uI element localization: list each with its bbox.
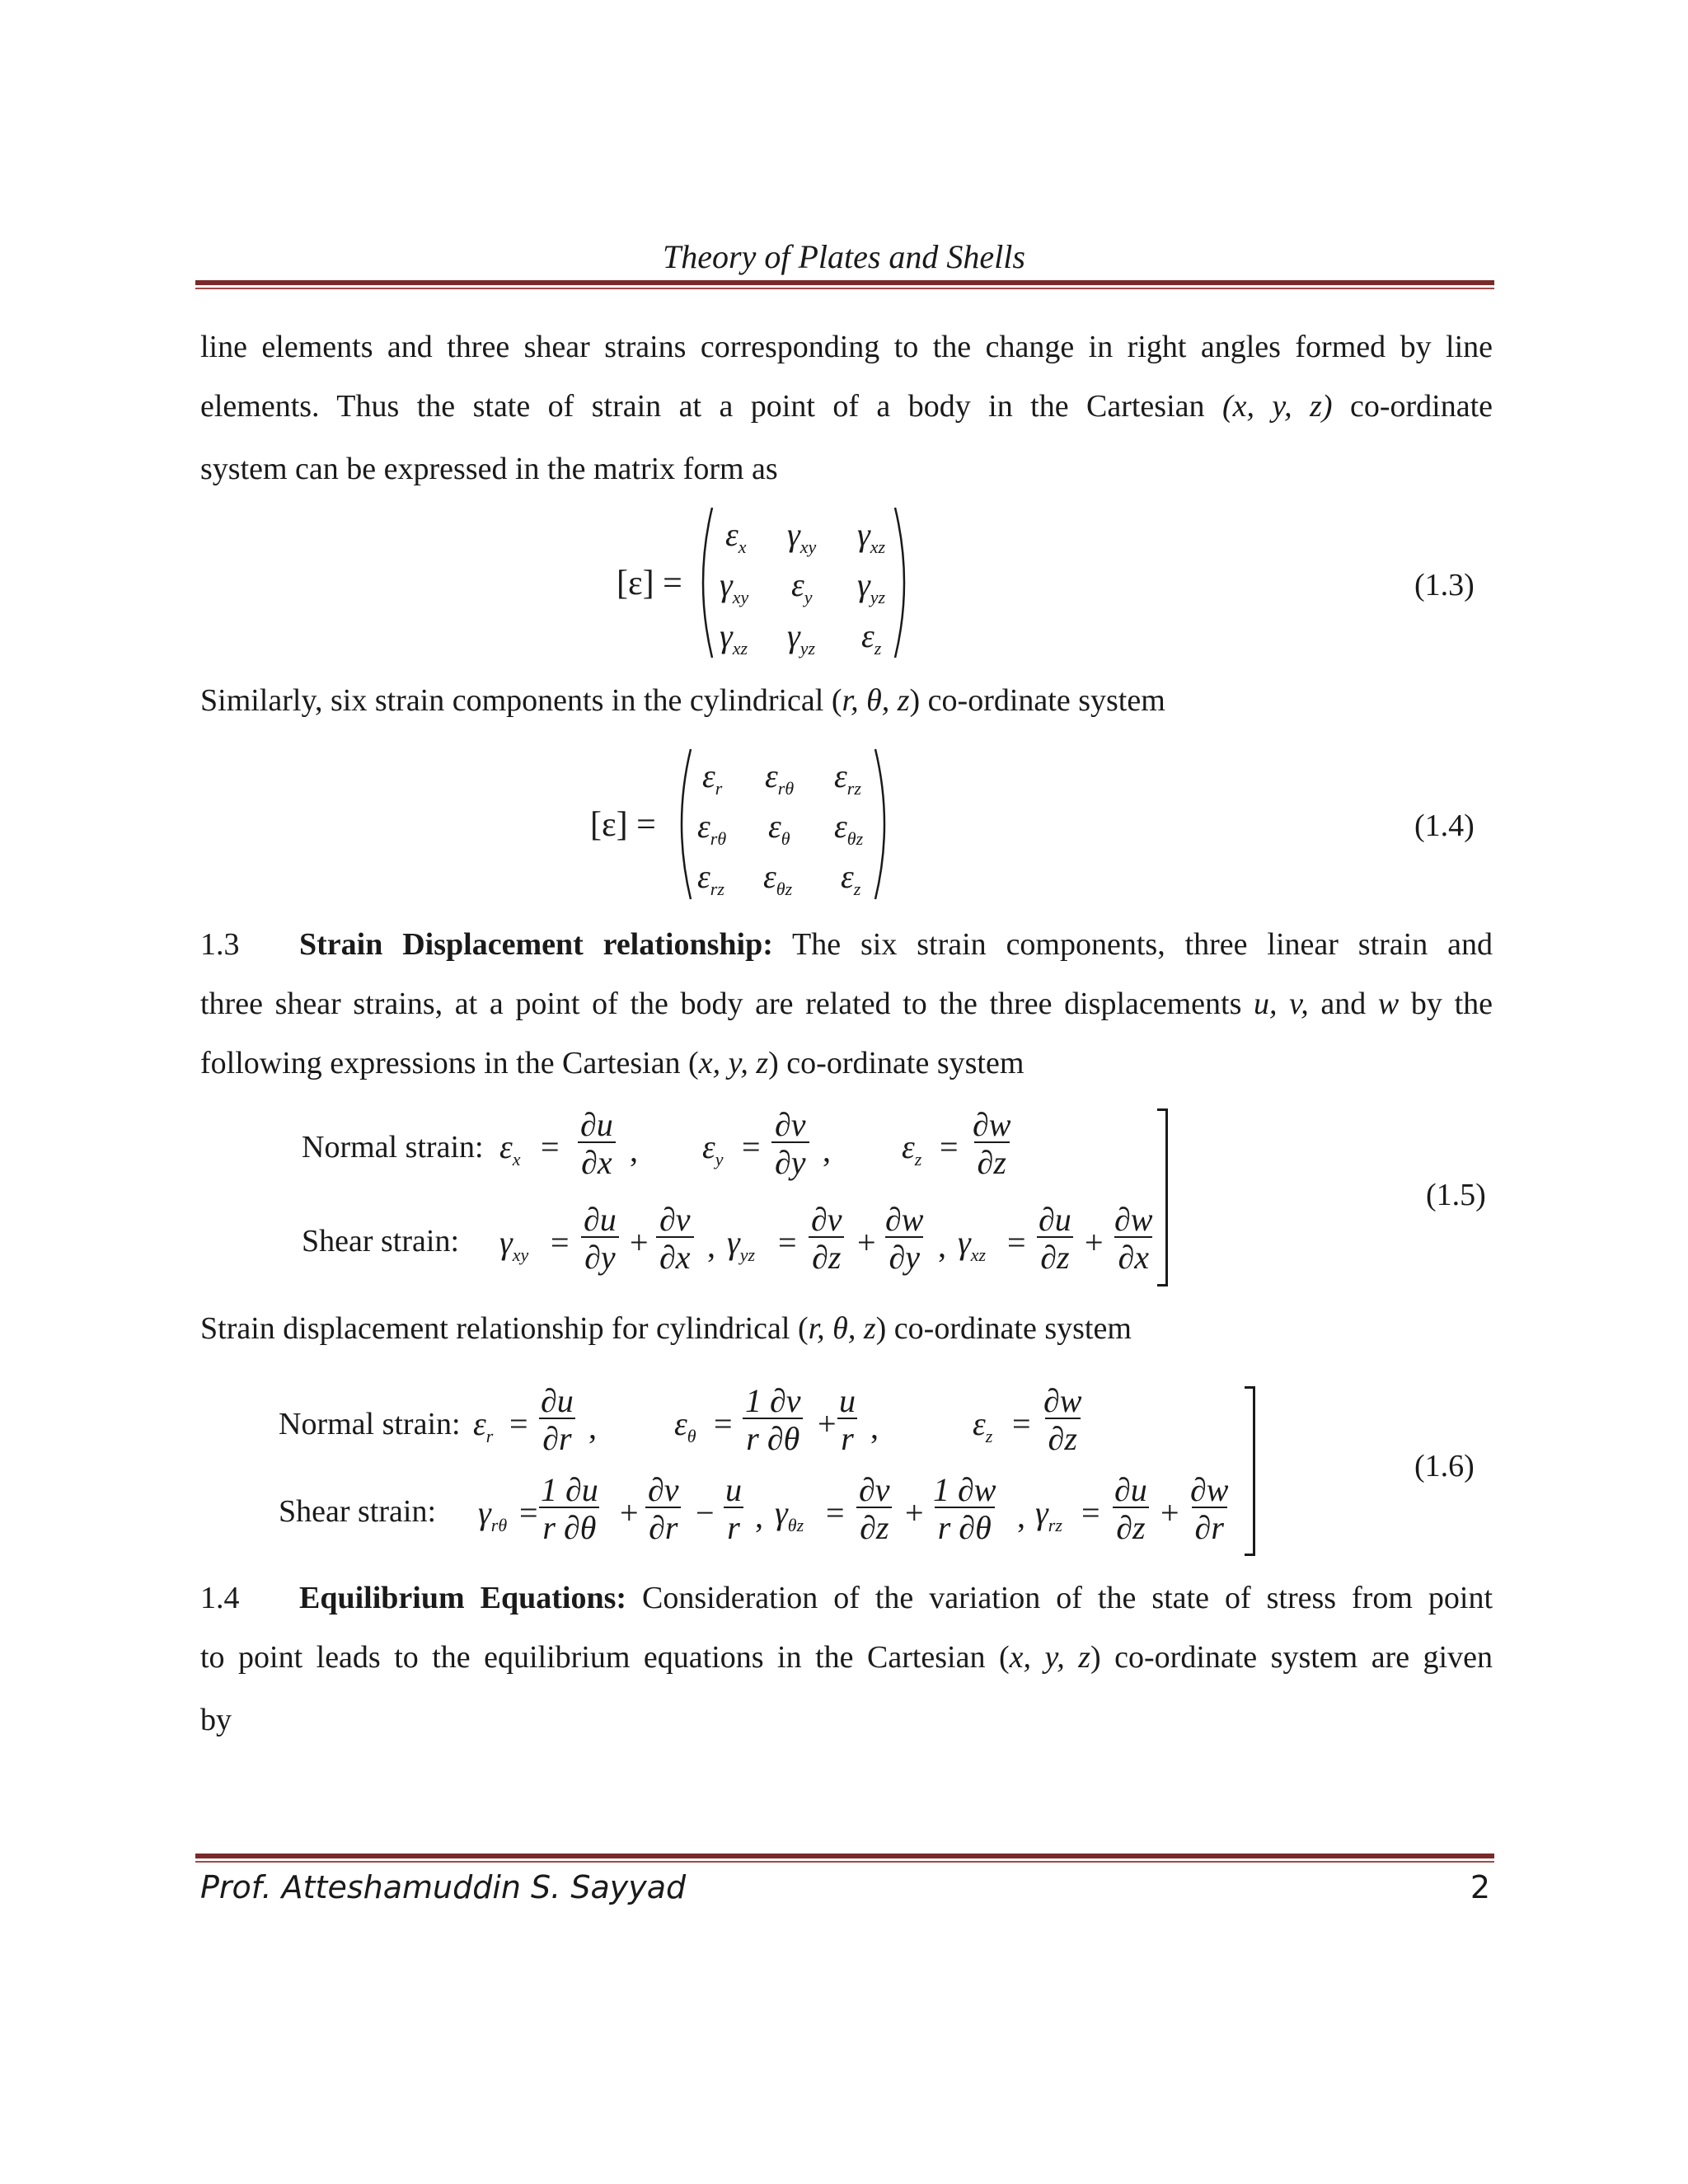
math-operator: = (826, 1494, 845, 1531)
fraction: $\frac{\partial u}{\partial z}$ (1039, 1201, 1071, 1276)
fraction: $\frac{\partial v}{\partial z}$ (808, 1203, 846, 1274)
math-symbol: $\varepsilon_y$ (702, 1128, 724, 1169)
math-operator: , (755, 1497, 763, 1535)
paragraph-line (200, 915, 1493, 974)
text-span: x, y, z (1009, 1640, 1091, 1675)
math-operator: , (1017, 1497, 1025, 1535)
math-operator: = (1007, 1224, 1026, 1261)
text-span: The six strain components, three linear strain and (772, 927, 1493, 962)
math-operator: = (541, 1128, 560, 1165)
fraction: $\frac{\partial w}{\partial z}$ (973, 1106, 1011, 1181)
matrix-label: [ε] = (590, 806, 656, 844)
math-operator: + (905, 1494, 924, 1531)
matrix-cell: $\gamma_{xy}$ (787, 516, 817, 557)
section-number: 1.4 (200, 1581, 240, 1615)
section-1-4 (200, 1568, 1493, 1750)
fraction: $\frac{1 \partial u}{r \partial\theta}$ (541, 1471, 598, 1546)
shear-strain-label: Shear strain: (279, 1494, 437, 1529)
fraction: $\frac{\partial w}{\partial y}$ (885, 1201, 924, 1276)
coordinates-xyz: (x, y, z) (1221, 389, 1333, 424)
math-symbol: $\varepsilon_r$ (473, 1405, 494, 1446)
fraction: $\frac{\partial u}{\partial y}$ (580, 1203, 620, 1274)
matrix-cell: $\varepsilon_z$ (861, 617, 882, 658)
math-symbol: $\gamma_{yz}$ (727, 1224, 756, 1265)
math-operator: , (588, 1408, 597, 1446)
left-paren (691, 504, 715, 661)
text-span: three shear strains, at a point of the body are related to the three displacements (200, 987, 1254, 1021)
math-operator: , (870, 1408, 879, 1446)
math-symbol: $\gamma_{rz}$ (1035, 1494, 1062, 1535)
text-span: ) co-ordinate system (875, 1311, 1132, 1346)
math-operator: , (823, 1132, 831, 1169)
math-symbol: $\varepsilon_z$ (902, 1128, 922, 1169)
matrix-cell: $\varepsilon_{rz}$ (697, 858, 724, 899)
paragraph-intro (200, 317, 1493, 499)
math-operator: = (778, 1224, 797, 1261)
text-span: by the (1399, 987, 1493, 1021)
coordinates-r-theta-z: r, θ, z (842, 683, 910, 718)
header-rule (195, 280, 1494, 285)
running-header-title: Theory of Plates and Shells (663, 238, 1025, 275)
fraction: $\frac{1 \partial v}{r \partial\theta}$ (742, 1385, 804, 1455)
math-symbol: $\gamma_{xy}$ (499, 1224, 529, 1265)
right-paren (892, 504, 917, 661)
fraction: $\frac{\partial u}{\partial x}$ (577, 1108, 617, 1179)
math-operator: + (818, 1405, 837, 1442)
fraction: $\frac{u}{r}$ (725, 1471, 742, 1546)
text-span: Strain displacement relationship for cylindrical ( (200, 1311, 809, 1346)
matrix-cell: $\gamma_{yz}$ (787, 617, 816, 658)
matrix-cell: $\varepsilon_x$ (725, 516, 747, 557)
text-span: following expressions in the Cartesian ( (200, 1046, 699, 1080)
shear-strain-label: Shear strain: (302, 1224, 460, 1258)
fraction: $\frac{\partial w}{\partial x}$ (1114, 1201, 1153, 1276)
math-operator: + (620, 1494, 639, 1531)
paragraph-line: by (200, 1703, 232, 1737)
fraction: $\frac{\partial v}{\partial x}$ (656, 1203, 694, 1274)
equation-number: (1.3) (1414, 568, 1475, 602)
page-number: 2 (1470, 1869, 1490, 1905)
paragraph-cylindrical (200, 682, 1165, 719)
text-span: u, v, (1254, 987, 1309, 1021)
right-bracket (1157, 1108, 1168, 1286)
header-rule-thin (195, 288, 1494, 289)
matrix-cell: $\varepsilon_r$ (702, 757, 723, 799)
matrix-cell: $\varepsilon_{r\theta}$ (765, 757, 795, 799)
math-symbol: $\varepsilon_\theta$ (674, 1405, 696, 1446)
fraction: $\frac{\partial w}{\partial r}$ (1190, 1471, 1229, 1546)
math-symbol: $\gamma_{r\theta}$ (478, 1494, 508, 1535)
text-span: ) co-ordinate system (909, 683, 1165, 718)
text-span: ) co-ordinate system (768, 1046, 1025, 1080)
coordinates-r-theta-z: r, θ, z (808, 1311, 876, 1346)
text-span: Consideration of the variation of the state of stress from point (626, 1581, 1493, 1615)
math-operator: − (696, 1494, 715, 1531)
paragraph-line (200, 377, 1493, 436)
matrix-cell: $\varepsilon_y$ (791, 566, 813, 607)
footer-author: Prof. Atteshamuddin S. Sayyad (200, 1869, 687, 1905)
paragraph-line (200, 1568, 1493, 1628)
normal-strain-label: Normal strain: (302, 1130, 484, 1165)
equation-number: (1.5) (1426, 1178, 1486, 1212)
math-symbol: $\gamma_{xz}$ (958, 1224, 987, 1265)
math-operator: = (509, 1405, 528, 1442)
paragraph-line (200, 1628, 1493, 1687)
math-symbol: $\gamma_{\theta z}$ (775, 1494, 804, 1535)
matrix-cell: $\gamma_{xz}$ (720, 617, 748, 658)
fraction: $\frac{\partial v}{\partial y}$ (771, 1108, 809, 1179)
right-paren (872, 746, 897, 902)
math-operator: + (857, 1224, 876, 1261)
math-symbol: $\varepsilon_x$ (499, 1128, 521, 1169)
math-operator: = (714, 1405, 733, 1442)
math-operator: = (1012, 1405, 1031, 1442)
text-span: co-ordinate (1349, 389, 1493, 424)
right-bracket (1245, 1386, 1255, 1556)
matrix-label: [ε] = (617, 565, 682, 602)
matrix-cell: $\gamma_{xz}$ (857, 516, 886, 557)
text-span: w (1377, 987, 1400, 1021)
left-paren (669, 746, 694, 902)
footer-rule (195, 1854, 1494, 1858)
paragraph-cylindrical-strain (200, 1310, 1132, 1347)
fraction: $\frac{\partial u}{\partial z}$ (1114, 1471, 1147, 1546)
section-number: 1.3 (200, 927, 240, 962)
section-1-3 (200, 915, 1493, 1093)
equation-number: (1.4) (1414, 808, 1475, 843)
fraction: $\frac{u}{r}$ (839, 1382, 856, 1457)
math-operator: , (630, 1132, 638, 1169)
fraction: $\frac{1 \partial w}{r \partial\theta}$ (933, 1471, 996, 1546)
normal-strain-label: Normal strain: (279, 1407, 461, 1441)
fraction: $\frac{\partial u}{\partial r}$ (541, 1382, 574, 1457)
text-span: and (1308, 987, 1378, 1021)
matrix-cell: $\varepsilon_{rz}$ (834, 757, 861, 799)
text-span: ) co-ordinate system are given (1090, 1640, 1493, 1675)
paragraph-line: system can be expressed in the matrix form as (200, 452, 778, 486)
math-operator: = (1081, 1494, 1100, 1531)
equation-number: (1.6) (1414, 1449, 1475, 1483)
text-span: Similarly, six strain components in the cylindrical ( (200, 683, 842, 718)
paragraph-line: line elements and three shear strains corresponding to the change in right angles formed by line (200, 330, 1493, 364)
fraction: $\frac{\partial v}{\partial z}$ (856, 1474, 893, 1544)
math-operator: = (519, 1494, 538, 1531)
text-span: to point leads to the equilibrium equations in the Cartesian ( (200, 1640, 1010, 1675)
matrix-cell: $\varepsilon_{\theta z}$ (834, 808, 864, 849)
matrix-cell: $\varepsilon_z$ (841, 858, 861, 899)
math-operator: = (551, 1224, 570, 1261)
matrix-cell: $\gamma_{xy}$ (720, 566, 749, 607)
paragraph-line (200, 1033, 1493, 1093)
matrix-cell: $\varepsilon_{\theta z}$ (763, 858, 793, 899)
math-operator: + (630, 1224, 649, 1261)
paragraph-line (200, 974, 1493, 1033)
math-operator: = (742, 1128, 761, 1165)
text-span: x, y, z (698, 1046, 769, 1080)
math-symbol: $\varepsilon_z$ (973, 1405, 993, 1446)
text-span: elements. Thus the state of strain at a point of a body in the Cartesian (200, 389, 1205, 424)
fraction: $\frac{\partial w}{\partial z}$ (1043, 1382, 1082, 1457)
section-heading: Strain Displacement relationship: (299, 927, 773, 962)
footer-rule-thin (195, 1861, 1494, 1863)
fraction: $\frac{\partial v}{\partial r}$ (645, 1474, 682, 1544)
math-operator: + (1085, 1224, 1104, 1261)
math-operator: = (940, 1128, 959, 1165)
math-operator: + (1160, 1494, 1179, 1531)
matrix-cell: $\gamma_{yz}$ (857, 566, 886, 607)
math-operator: , (707, 1227, 715, 1264)
math-operator: , (938, 1227, 946, 1264)
section-heading: Equilibrium Equations: (299, 1581, 627, 1615)
matrix-cell: $\varepsilon_\theta$ (768, 808, 790, 849)
matrix-cell: $\varepsilon_{r\theta}$ (697, 808, 727, 849)
